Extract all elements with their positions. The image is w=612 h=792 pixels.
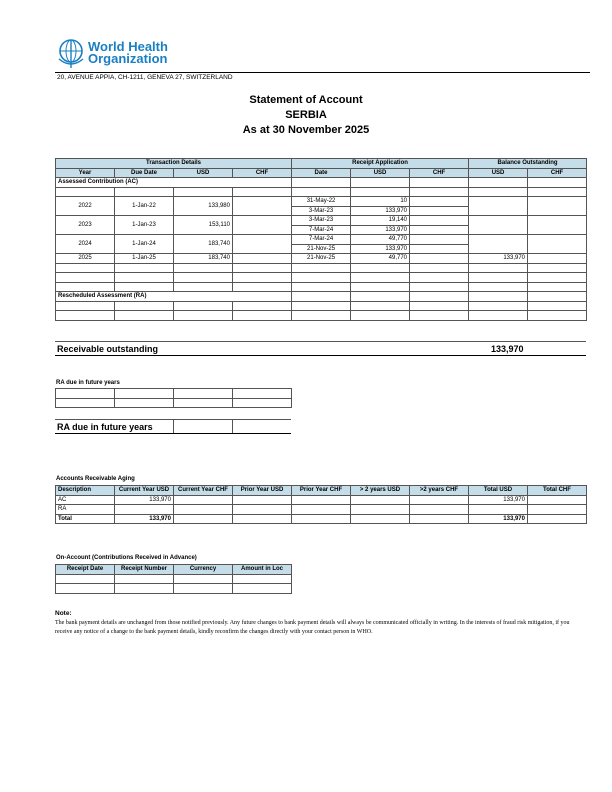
aging-header: Prior Year CHF <box>292 486 351 496</box>
on-account-header: Amount in Loc <box>233 565 292 575</box>
address: 20, AVENUE APPIA, CH-1211, GENEVA 27, SWITZERLAND <box>57 74 233 81</box>
aging-header: Prior Year USD <box>233 486 292 496</box>
aging-header: Current Year USD <box>115 486 174 496</box>
receipt-usd-cell: 133,970 <box>351 244 410 254</box>
receipt-date-cell: 21-Nov-25 <box>292 244 351 254</box>
aging-cell <box>469 505 528 515</box>
year-cell: 2023 <box>56 216 115 235</box>
aging-cell <box>174 495 233 505</box>
col-header: CHF <box>410 168 469 178</box>
receipt-usd-cell: 133,970 <box>351 206 410 216</box>
aging-cell: AC <box>56 495 115 505</box>
due-date-cell: 1-Jan-25 <box>115 254 174 264</box>
receipt-usd-cell: 19,140 <box>351 216 410 226</box>
aging-cell <box>351 495 410 505</box>
col-header: USD <box>469 168 528 178</box>
col-header: Date <box>292 168 351 178</box>
receipt-usd-cell: 133,970 <box>351 225 410 235</box>
statement-table <box>55 158 587 321</box>
aging-cell <box>292 505 351 515</box>
aging-cell <box>115 505 174 515</box>
org-name-line2: Organization <box>88 51 168 66</box>
note-text: The bank payment details are unchanged from those notified previously. Any future changes to bank payment details will always be communicated officially in writing. In the interests of fraud risk mitigation, if you receive any notice of a change to the bank payment details, kindly reconfirm the changes directly with your contact person in WHO. <box>55 620 570 635</box>
org-name-line1: World Health <box>88 39 168 54</box>
aging-header: Total CHF <box>528 486 587 496</box>
country-name: SERBIA <box>285 109 327 121</box>
receipt-date-cell: 21-Nov-25 <box>292 254 351 264</box>
aging-cell: 133,970 <box>115 495 174 505</box>
usd-cell: 153,110 <box>174 216 233 235</box>
on-account-table <box>55 564 292 594</box>
year-cell: 2022 <box>56 197 115 216</box>
receivable-value: 133,970 <box>491 344 524 354</box>
group-header-receipt: Receipt Application <box>292 159 469 169</box>
group-header-transaction: Transaction Details <box>56 159 292 169</box>
aging-cell <box>233 514 292 524</box>
aging-cell <box>528 495 587 505</box>
receivable-label: Receivable outstanding <box>57 344 159 354</box>
aging-header: Description <box>56 486 115 496</box>
aging-title: Accounts Receivable Aging <box>56 476 135 482</box>
on-account-header: Receipt Date <box>56 565 115 575</box>
usd-cell: 133,980 <box>174 197 233 216</box>
on-account-title: On-Account (Contributions Received in Advance) <box>56 555 197 561</box>
receipt-date-cell: 31-May-22 <box>292 197 351 207</box>
aging-cell <box>410 514 469 524</box>
aging-cell: RA <box>56 505 115 515</box>
due-date-cell: 1-Jan-22 <box>115 197 174 216</box>
col-header: USD <box>351 168 410 178</box>
note-title: Note: <box>55 610 72 617</box>
who-emblem-icon <box>55 37 87 69</box>
aging-cell <box>233 505 292 515</box>
group-header-balance: Balance Outstanding <box>469 159 587 169</box>
aging-cell <box>528 514 587 524</box>
receipt-date-cell: 7-Mar-24 <box>292 225 351 235</box>
aging-header: Current Year CHF <box>174 486 233 496</box>
aging-header: Total USD <box>469 486 528 496</box>
receipt-date-cell: 3-Mar-23 <box>292 206 351 216</box>
aging-cell: 133,970 <box>469 495 528 505</box>
col-header: Due Date <box>115 168 174 178</box>
receipt-usd-cell: 10 <box>351 197 410 207</box>
year-cell: 2025 <box>56 254 115 264</box>
aging-table <box>55 485 587 524</box>
table-row <box>56 505 587 515</box>
on-account-header: Receipt Number <box>115 565 174 575</box>
col-header: CHF <box>233 168 292 178</box>
aging-cell <box>351 505 410 515</box>
aging-cell <box>174 505 233 515</box>
aging-cell <box>233 495 292 505</box>
col-header: USD <box>174 168 233 178</box>
receipt-usd-cell: 49,770 <box>351 254 410 264</box>
aging-cell: 133,970 <box>469 514 528 524</box>
col-header: CHF <box>528 168 587 178</box>
table-row <box>56 514 587 524</box>
due-date-cell: 1-Jan-23 <box>115 216 174 235</box>
balance-usd-cell <box>469 216 528 235</box>
table-row <box>56 216 587 226</box>
aging-cell <box>410 495 469 505</box>
as-at-date: As at 30 November 2025 <box>242 124 370 136</box>
on-account-header: Currency <box>174 565 233 575</box>
section-label-ra: Rescheduled Assessment (RA) <box>56 292 292 302</box>
aging-cell <box>410 505 469 515</box>
receivable-outstanding-bar <box>55 341 586 356</box>
aging-header: > 2 years USD <box>351 486 410 496</box>
aging-cell: Total <box>56 514 115 524</box>
balance-usd-cell <box>469 197 528 216</box>
header-divider <box>55 72 590 73</box>
aging-cell: 133,970 <box>115 514 174 524</box>
balance-usd-cell <box>469 235 528 254</box>
col-header: Year <box>56 168 115 178</box>
table-row <box>56 254 587 264</box>
org-name <box>88 41 168 65</box>
section-label-ac: Assessed Contribution (AC) <box>56 178 292 188</box>
receipt-date-cell: 7-Mar-24 <box>292 235 351 245</box>
aging-cell <box>528 505 587 515</box>
page-title: Statement of Account <box>249 94 363 106</box>
aging-cell <box>292 495 351 505</box>
table-row <box>56 197 587 207</box>
aging-cell <box>174 514 233 524</box>
ra-future-big-label: RA due in future years <box>57 422 153 432</box>
ra-future-total-bar <box>55 419 291 434</box>
aging-cell <box>351 514 410 524</box>
ra-future-table <box>55 388 292 408</box>
balance-usd-cell: 133,970 <box>469 254 528 264</box>
table-row <box>56 495 587 505</box>
usd-cell: 183,740 <box>174 235 233 254</box>
ra-future-small-label: RA due in future years <box>56 380 120 386</box>
table-row <box>56 235 587 245</box>
due-date-cell: 1-Jan-24 <box>115 235 174 254</box>
aging-cell <box>292 514 351 524</box>
receipt-date-cell: 3-Mar-23 <box>292 216 351 226</box>
year-cell: 2024 <box>56 235 115 254</box>
aging-header: >2 years CHF <box>410 486 469 496</box>
usd-cell: 183,740 <box>174 254 233 264</box>
receipt-usd-cell: 49,770 <box>351 235 410 245</box>
